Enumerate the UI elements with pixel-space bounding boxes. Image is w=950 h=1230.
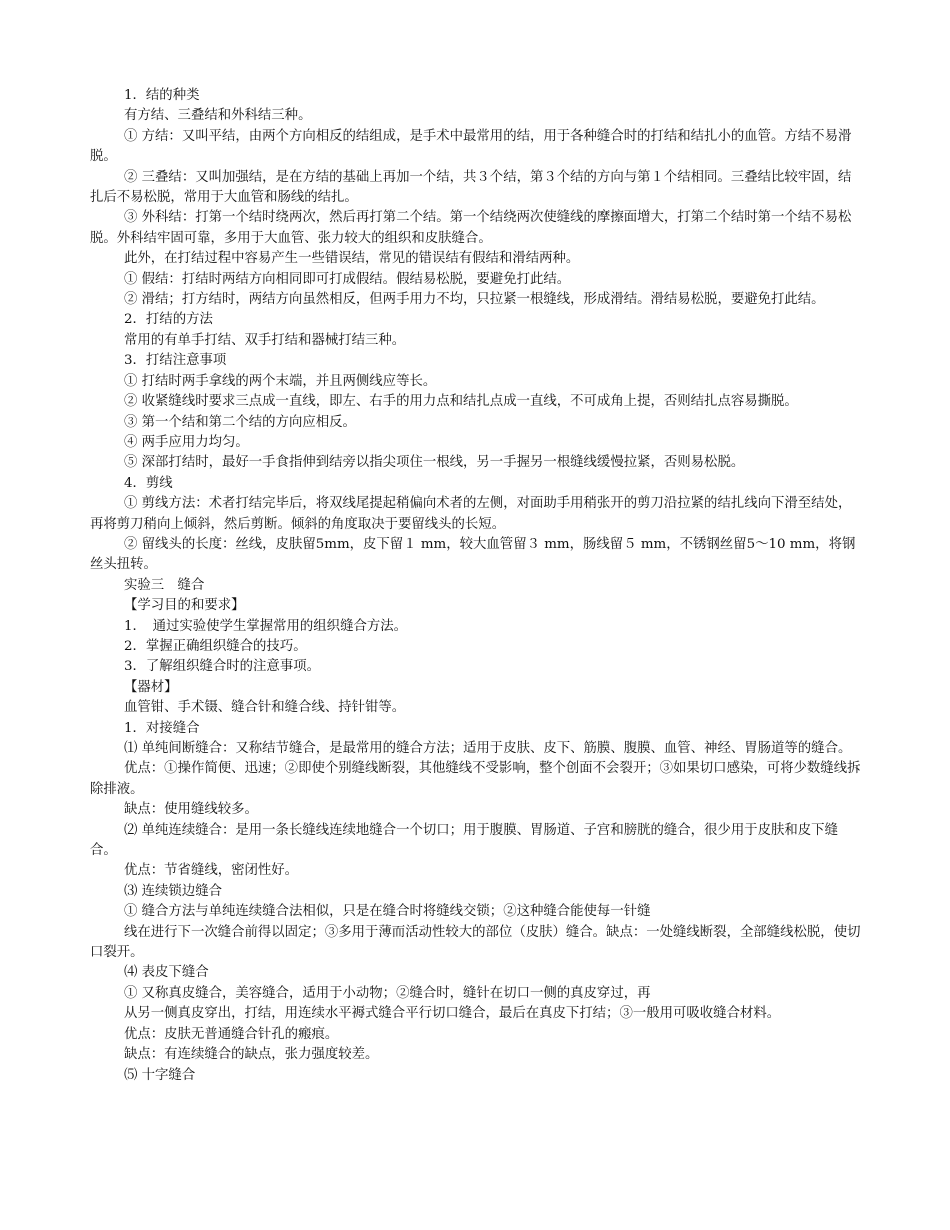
list-item: ② 收紧缝线时要求三点成一直线，即左、右手的用力点和结扎点成一直线，不可成角上提，否则结扎点容易撕脱。 (124, 394, 798, 410)
list-item: 1． 通过实验使学生掌握常用的组织缝合方法。 (124, 618, 408, 634)
list-item: 3．了解组织缝合时的注意事项。 (124, 659, 320, 675)
list-item: ① 打结时两手拿线的两个末端，并且两侧线应等长。 (124, 373, 437, 389)
list-item: ① 方结：又叫平结，由两个方向相反的结组成，是手术中最常用的结，用于各种缝合时的打结和结扎小的血管。方结不易滑脱。 (90, 128, 852, 165)
list-item: ⑸ 十字缝合 (124, 1067, 196, 1083)
paragraph: 优点：皮肤无普通缝合针孔的瘢痕。 (124, 1026, 339, 1042)
paragraph: ① 又称真皮缝合，美容缝合，适用于小动物；②缝合时，缝针在切口一侧的真皮穿过，再 (124, 985, 651, 1001)
paragraph: 线在进行下一次缝合前得以固定；③多用于薄而活动性较大的部位（皮肤）缝合。缺点：一处缝线断裂，全部缝线松脱，使切口裂开。 (90, 924, 861, 961)
paragraph: ① 缝合方法与单纯连续缝合法相似，只是在缝合时将缝线交锁；②这种缝合能使每一针缝 (124, 904, 651, 920)
heading-knot-methods: 2．打结的方法 (124, 312, 213, 328)
heading-objectives: 【学习目的和要求】 (124, 598, 245, 614)
list-item: ⑴ 单纯间断缝合：又称结节缝合，是最常用的缝合方法；适用于皮肤、皮下、筋膜、腹膜、血管、神经、胃肠道等的缝合。 (124, 741, 852, 756)
heading-cutting-thread: 4．剪线 (124, 475, 173, 491)
list-item: ⑷ 表皮下缝合 (124, 965, 209, 981)
list-item: ④ 两手应用力均匀。 (124, 434, 249, 450)
list-item: ⑤ 深部打结时，最好一手食指伸到结旁以指尖项住一根线，另一手握另一根缝线缓慢拉紧，否则易松脱。 (124, 455, 745, 471)
paragraph: 优点：节省缝线，密闭性好。 (124, 863, 299, 879)
paragraph: 常用的有单手打结、双手打结和器械打结三种。 (124, 332, 406, 348)
paragraph: 有方结、三叠结和外科结三种。 (124, 108, 312, 124)
list-item: ③ 外科结：打第一个结时绕两次，然后再打第二个结。第一个结绕两次使缝线的摩擦面增大，打第二个结时第一个结不易松脱。外科结牢固可靠，多用于大血管、张力较大的组织和皮肤缝合。 (90, 210, 852, 246)
heading-knot-types: 1．结的种类 (124, 88, 200, 103)
list-item: ② 留线头的长度：丝线，皮肤留5mm，皮下留１ mm，较大血管留３ mm，肠线留５ mm，不锈钢丝留5～10 mm，将钢丝头扭转。 (90, 536, 856, 573)
paragraph: 此外，在打结过程中容易产生一些错误结，常见的错误结有假结和滑结两种。 (124, 251, 580, 267)
heading-equipment: 【器材】 (124, 679, 178, 695)
heading-experiment-three: 实验三 缝合 (124, 577, 205, 593)
heading-knot-notes: 3．打结注意事项 (124, 353, 227, 369)
list-item: 2．掌握正确组织缝合的技巧。 (124, 638, 307, 654)
list-item: ⑶ 连续锁边缝合 (124, 883, 222, 899)
list-item: ② 滑结；打方结时，两结方向虽然相反，但两手用力不均，只拉紧一根缝线，形成滑结。滑结易松脱，要避免打此结。 (124, 292, 825, 308)
paragraph: 优点：①操作简便、迅速；②即使个别缝线断裂，其他缝线不受影响，整个创面不会裂开；③如果切口感染，可将少数缝线拆除排液。 (90, 761, 861, 797)
list-item: ⑵ 单纯连续缝合：是用一条长缝线连续地缝合一个切口；用于腹膜、胃肠道、子宫和膀胱的缝合，很少用于皮肤和皮下缝合。 (90, 822, 838, 859)
heading-butt-suture: 1．对接缝合 (124, 720, 200, 736)
paragraph: 缺点：有连续缝合的缺点，张力强度较差。 (124, 1047, 379, 1063)
list-item: ① 假结：打结时两结方向相同即可打成假结。假结易松脱，要避免打此结。 (124, 271, 571, 287)
list-item: ② 三叠结：又叫加强结，是在方结的基础上再加一个结，共３个结，第３个结的方向与第１个结相同。三叠结比较牢固，结扎后不易松脱，常用于大血管和肠线的结扎。 (90, 169, 852, 206)
paragraph: 缺点：使用缝线较多。 (124, 802, 258, 818)
document-body (90, 86, 862, 1086)
list-item: ③ 第一个结和第二个结的方向应相反。 (124, 414, 356, 430)
paragraph: 血管钳、手术镊、缝合针和缝合线、持针钳等。 (124, 700, 406, 716)
paragraph: 从另一侧真皮穿出，打结，用连续水平褥式缝合平行切口缝合，最后在真皮下打结；③一般用可吸收缝合材料。 (124, 1006, 781, 1022)
list-item: ① 剪线方法：术者打结完毕后，将双线尾提起稍偏向术者的左侧，对面助手用稍张开的剪刀沿拉紧的结扎线向下滑至结处，再将剪刀稍向上倾斜，然后剪断。倾斜的角度取决于要留线头的长短。 (90, 496, 852, 532)
